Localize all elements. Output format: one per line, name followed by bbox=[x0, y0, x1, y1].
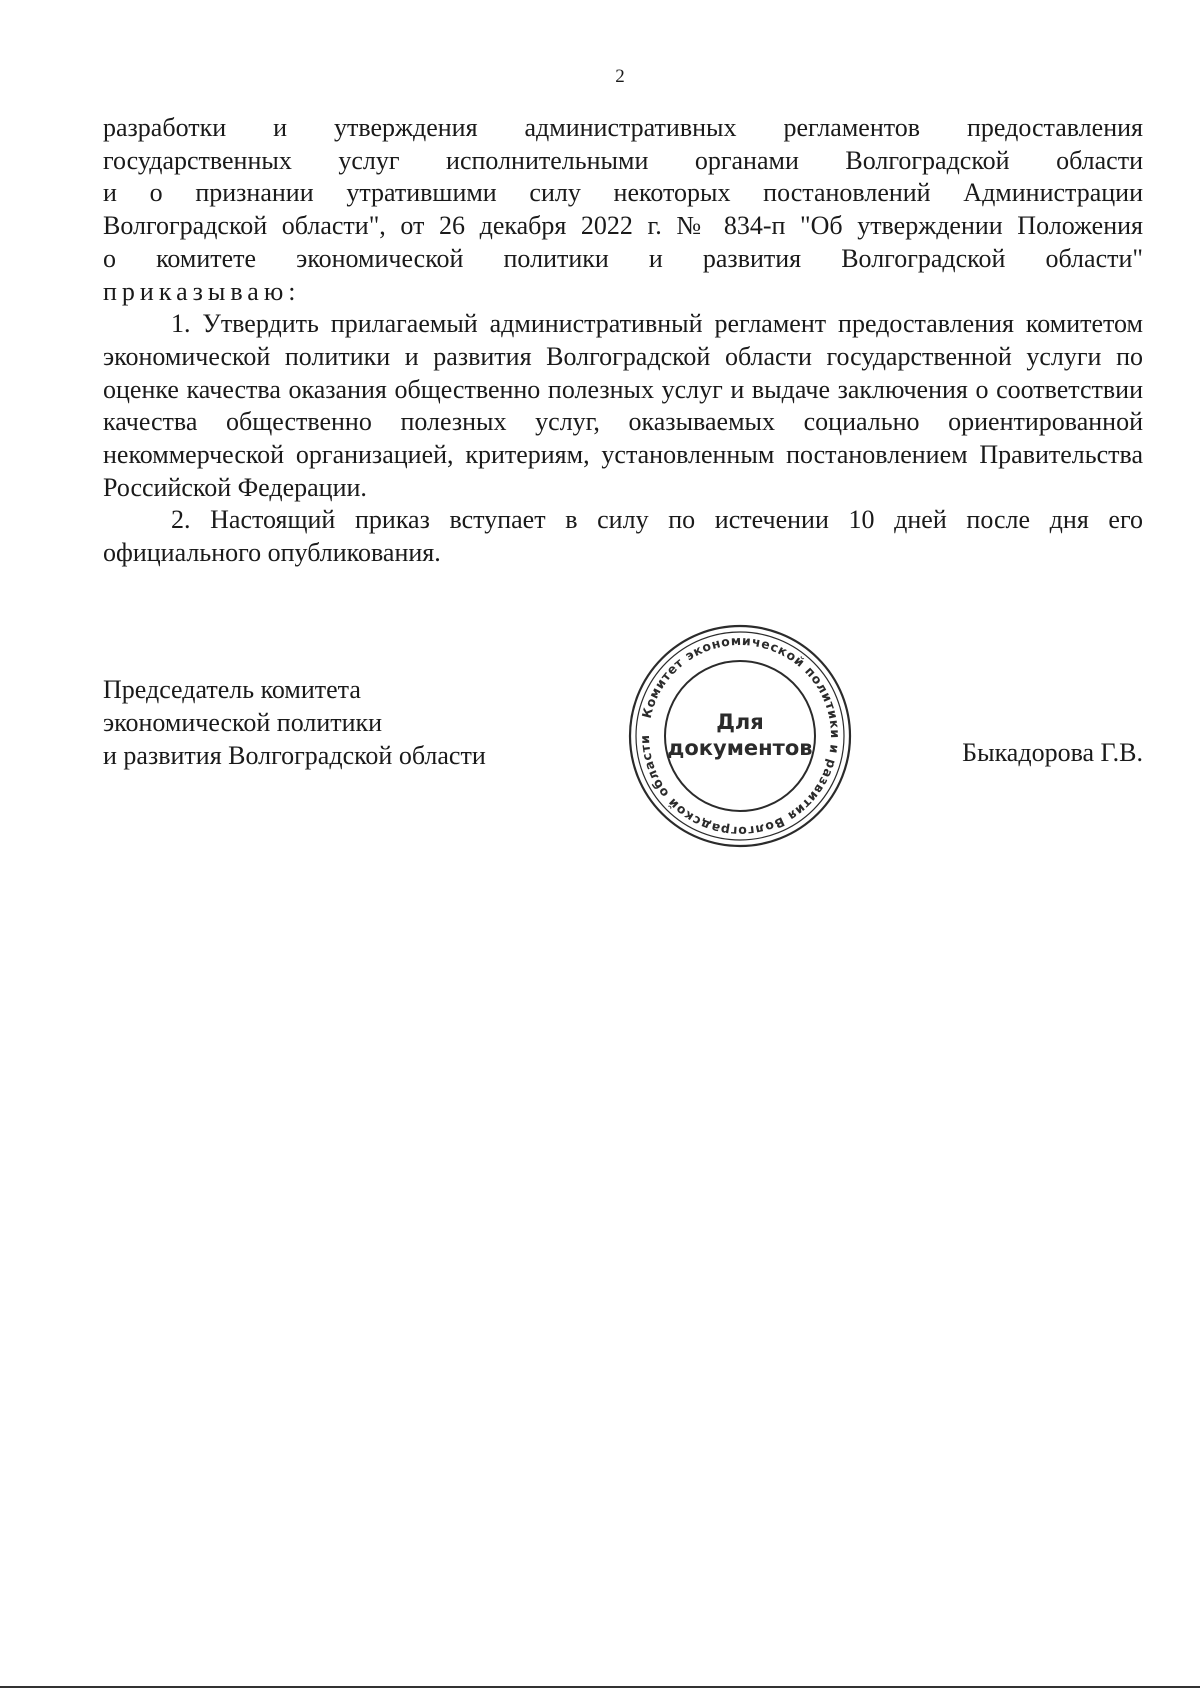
signature-title-line: экономической политики bbox=[103, 708, 383, 737]
bottom-divider bbox=[0, 1686, 1200, 1688]
body-line: разработки и утверждения административных регламентов предоставления bbox=[103, 113, 1143, 142]
body-line: о комитете экономической политики и развития Волгоградской области" bbox=[103, 243, 1143, 273]
body-line: и о признании утратившими силу некоторых постановлений Администрации bbox=[103, 178, 1143, 208]
signature-title-line: и развития Волгоградской области bbox=[103, 741, 486, 770]
stamp-center-line: документов bbox=[667, 736, 813, 760]
stamp-center-line: Для bbox=[716, 710, 764, 734]
official-seal-stamp bbox=[625, 621, 855, 851]
body-line: государственных услуг исполнительными органами Волгоградской области bbox=[103, 145, 1143, 175]
order-item-2: 2. Настоящий приказ вступает в силу по истечении 10 дней после дня его официального опубликования. bbox=[103, 505, 1143, 568]
signature-title bbox=[103, 673, 486, 772]
page-number: 2 bbox=[615, 66, 625, 87]
document-body bbox=[103, 112, 1143, 570]
order-word: приказываю: bbox=[103, 276, 301, 306]
stamp-ring-text: Комитет экономической политики и развития Волгоградской области bbox=[636, 632, 844, 840]
order-item-1: 1. Утвердить прилагаемый административный регламент предоставления комитетом экономической политики и развития Волгоградской области государственной услуги по оценке качества оказания общественно полезных услуг и выдаче заключения о соответствии качества общественно полезных услуг, оказываемых социально ориентированной некоммерческой организацией, критериям, установленным постановлением Правительства Российской Федерации. bbox=[103, 309, 1143, 502]
body-line: Волгоградской области", от 26 декабря 2022 г. № 834-п "Об утверждении Положения bbox=[103, 211, 1143, 241]
signer-name: Быкадорова Г.В. bbox=[962, 738, 1143, 767]
signature-title-line: Председатель комитета bbox=[103, 675, 361, 704]
